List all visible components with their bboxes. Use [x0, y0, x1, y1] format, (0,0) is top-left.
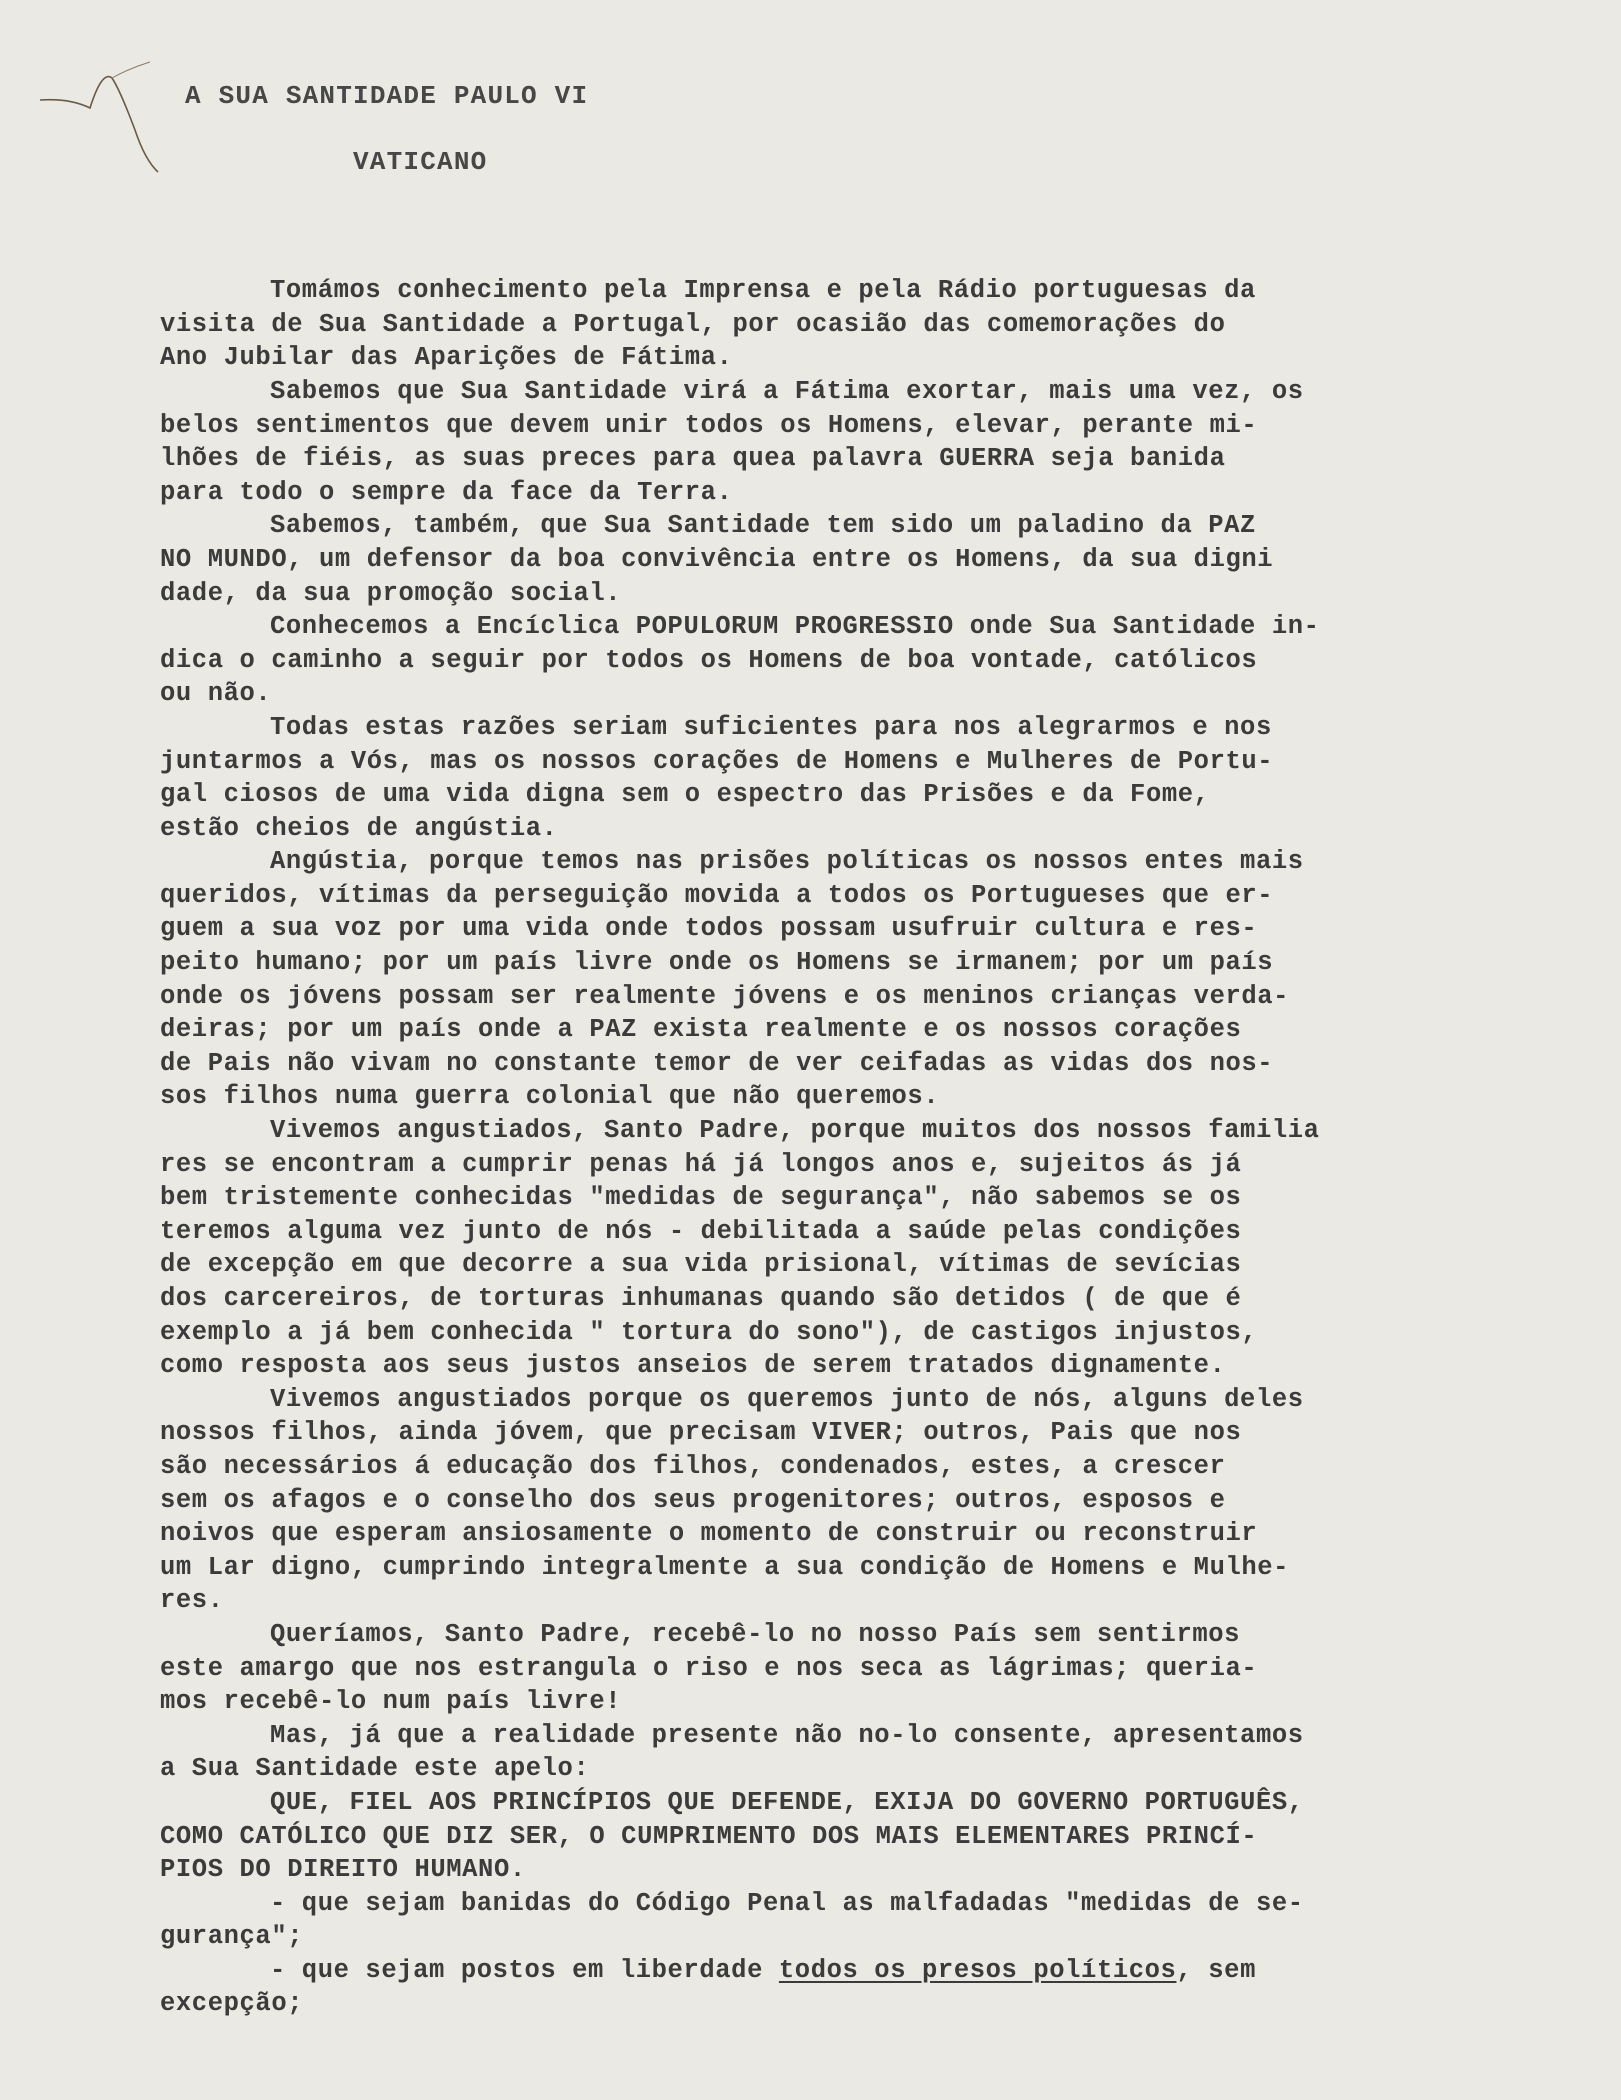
letter-line: peito humano; por um país livre onde os Homens se irmanem; por um país	[160, 948, 1274, 978]
letter-line: de Pais não vivam no constante temor de ver ceifadas as vidas dos nos-	[160, 1048, 1274, 1078]
addressee-line: A SUA SANTIDADE PAULO VI	[185, 81, 589, 111]
letter-line: exemplo a já bem conhecida " tortura do sono"), de castigos injustos,	[160, 1317, 1258, 1347]
letter-line: Todas estas razões seriam suficientes para nos alegrarmos e nos	[270, 712, 1272, 742]
letter-line: mos recebê-lo num país livre!	[160, 1687, 622, 1717]
letter-line: juntarmos a Vós, mas os nossos corações de Homens e Mulheres de Portu-	[160, 746, 1274, 776]
letter-line-start: - que sejam postos em liberdade	[270, 1955, 779, 1985]
letter-line: Tomámos conhecimento pela Imprensa e pela Rádio portuguesas da	[270, 276, 1256, 306]
place-line: VATICANO	[353, 146, 488, 177]
letter-line: um Lar digno, cumprindo integralmente a sua condição de Homens e Mulhe-	[160, 1552, 1290, 1582]
letter-line-end: , sem	[1176, 1955, 1256, 1985]
letter-line: Angústia, porque temos nas prisões políticas os nossos entes mais	[270, 847, 1304, 877]
letter-line: sos filhos numa guerra colonial que não queremos.	[160, 1082, 940, 1112]
letter-line: Mas, já que a realidade presente não no-lo consente, apresentamos	[270, 1720, 1304, 1750]
letter-line: gurança";	[160, 1922, 304, 1952]
letter-line: como resposta aos seus justos anseios de serem tratados dignamente.	[160, 1351, 1226, 1381]
letter-line: QUE, FIEL AOS PRINCÍPIOS QUE DEFENDE, EXIJA DO GOVERNO PORTUGUÊS,	[270, 1787, 1304, 1817]
letter-line: ou não.	[160, 679, 272, 709]
letter-line: Vivemos angustiados, Santo Padre, porque muitos dos nossos familia	[270, 1116, 1320, 1146]
letter-line: dica o caminho a seguir por todos os Homens de boa vontade, católicos	[160, 645, 1258, 675]
letter-line: belos sentimentos que devem unir todos os Homens, elevar, perante mi-	[160, 410, 1258, 440]
letter-line: dos carcereiros, de torturas inhumanas quando são detidos ( de que é	[160, 1284, 1242, 1313]
paper-tear-mark	[40, 60, 170, 180]
underlined-phrase: todos os presos políticos	[778, 1955, 1177, 1985]
letter-line: Sabemos, também, que Sua Santidade tem sido um paladino da PAZ	[270, 511, 1256, 541]
letter-line: a Sua Santidade este apelo:	[160, 1754, 590, 1784]
letter-line: visita de Sua Santidade a Portugal, por ocasião das comemorações do	[160, 309, 1226, 339]
letter-line: Sabemos que Sua Santidade virá a Fátima exortar, mais uma vez, os	[270, 376, 1304, 406]
letter-line: Conhecemos a Encíclica POPULORUM PROGRESSIO onde Sua Santidade in-	[270, 612, 1320, 642]
letter-line: Ano Jubilar das Aparições de Fátima.	[160, 343, 733, 373]
letter-line: - que sejam banidas do Código Penal as malfadadas "medidas de se-	[270, 1888, 1304, 1918]
letter-line: sem os afagos e o conselho dos seus progenitores; outros, esposos e	[160, 1485, 1226, 1515]
letter-line: este amargo que nos estrangula o riso e nos seca as lágrimas; queria-	[160, 1653, 1258, 1683]
letter-line: gal ciosos de uma vida digna sem o espectro das Prisões e da Fome,	[160, 780, 1226, 810]
letter-line: res se encontram a cumprir penas há já longos anos e, sujeitos ás já	[160, 1149, 1242, 1179]
letter-line: dade, da sua promoção social.	[160, 578, 622, 608]
letter-line: para todo o sempre da face da Terra.	[160, 477, 733, 507]
letter-line: queridos, vítimas da perseguição movida a todos os Portugueses que er-	[160, 880, 1274, 910]
letter-line: excepção;	[160, 1989, 304, 2019]
letter-line: guem a sua voz por uma vida onde todos possam usufruir cultura e res-	[160, 914, 1258, 944]
letter-line: Queríamos, Santo Padre, recebê-lo no nosso País sem sentirmos	[270, 1619, 1241, 1649]
letter-line: são necessários á educação dos filhos, condenados, estes, a crescer	[160, 1451, 1226, 1481]
letter-body	[160, 80, 1610, 2021]
letter-line: COMO CATÓLICO QUE DIZ SER, O CUMPRIMENTO DOS MAIS ELEMENTARES PRINCÍ-	[160, 1821, 1258, 1851]
letter-line: Vivemos angustiados porque os queremos junto de nós, alguns deles	[270, 1384, 1304, 1414]
letter-line: onde os jóvens possam ser realmente jóvens e os meninos crianças verda-	[160, 981, 1290, 1011]
letter-line: lhões de fiéis, as suas preces para quea palavra GUERRA seja banida	[160, 444, 1226, 474]
letter-line: estão cheios de angústia.	[160, 813, 558, 843]
letter-line: bem tristemente conhecidas "medidas de segurança", não sabemos se os	[160, 1183, 1242, 1213]
letter-line: noivos que esperam ansiosamente o momento de construir ou reconstruir	[160, 1519, 1258, 1549]
letter-line: res.	[160, 1586, 224, 1616]
letter-line: PIOS DO DIREITO HUMANO.	[160, 1855, 526, 1885]
letter-line: NO MUNDO, um defensor da boa convivência entre os Homens, da sua digni	[160, 544, 1274, 574]
letter-line: nossos filhos, ainda jóvem, que precisam VIVER; outros, Pais que nos	[160, 1418, 1242, 1448]
letter-line: de excepção em que decorre a sua vida prisional, vítimas de sevícias	[160, 1250, 1242, 1280]
letter-line	[160, 1954, 1610, 1988]
letter-line: deiras; por um país onde a PAZ exista realmente e os nossos corações	[160, 1015, 1242, 1045]
letter-line: teremos alguma vez junto de nós - debilitada a saúde pelas condições	[160, 1216, 1242, 1246]
